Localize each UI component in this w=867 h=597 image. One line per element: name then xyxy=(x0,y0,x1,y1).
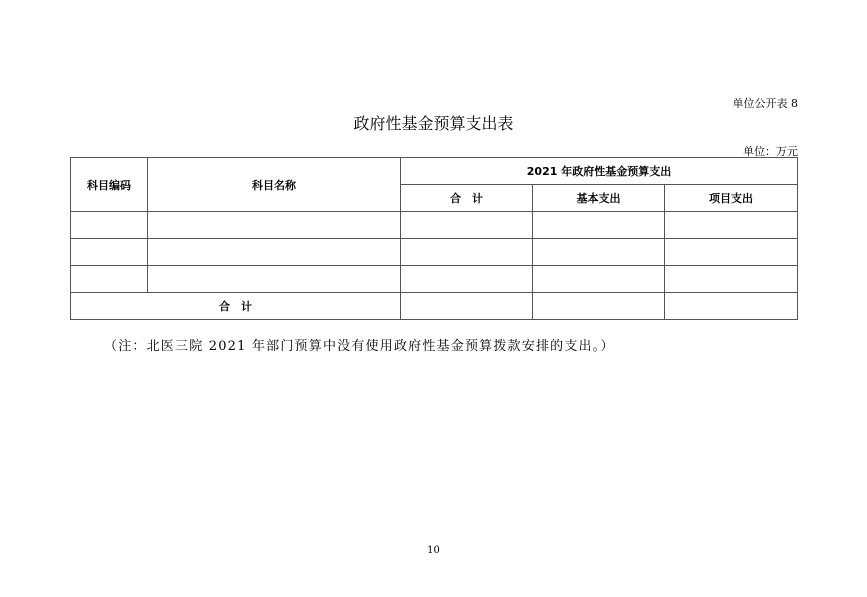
header-fund-expenditure-group: 2021 年政府性基金预算支出 xyxy=(401,158,798,185)
total-cell xyxy=(665,293,798,320)
page-number: 10 xyxy=(427,545,440,556)
table-cell xyxy=(665,212,798,239)
footnote: （注：北医三院 2021 年部门预算中没有使用政府性基金预算拨款安排的支出。） xyxy=(104,339,615,354)
page-title: 政府性基金预算支出表 xyxy=(353,114,514,133)
table-cell xyxy=(71,212,148,239)
table-header-row xyxy=(71,158,798,185)
table-cell xyxy=(665,266,798,293)
header-subject-name: 科目名称 xyxy=(148,158,401,212)
table-cell xyxy=(533,212,665,239)
total-cell xyxy=(533,293,665,320)
table-cell xyxy=(148,239,401,266)
header-basic-expenditure: 基本支出 xyxy=(533,185,665,212)
table-cell xyxy=(71,239,148,266)
table-cell xyxy=(533,239,665,266)
header-total: 合 计 xyxy=(401,185,533,212)
table-cell xyxy=(71,266,148,293)
unit-label: 单位：万元 xyxy=(743,145,798,158)
table-row xyxy=(71,239,798,266)
table-cell xyxy=(533,266,665,293)
header-project-expenditure: 项目支出 xyxy=(665,185,798,212)
header-subject-code: 科目编码 xyxy=(71,158,148,212)
table-row xyxy=(71,212,798,239)
table-cell xyxy=(148,212,401,239)
table-row xyxy=(71,266,798,293)
table-cell xyxy=(401,212,533,239)
table-cell xyxy=(148,266,401,293)
table-total-row xyxy=(71,293,798,320)
budget-table xyxy=(70,157,798,320)
total-cell xyxy=(401,293,533,320)
total-label: 合 计 xyxy=(71,293,401,320)
table-cell xyxy=(401,266,533,293)
table-cell xyxy=(401,239,533,266)
table-cell xyxy=(665,239,798,266)
table-number-label: 单位公开表 8 xyxy=(732,97,798,110)
